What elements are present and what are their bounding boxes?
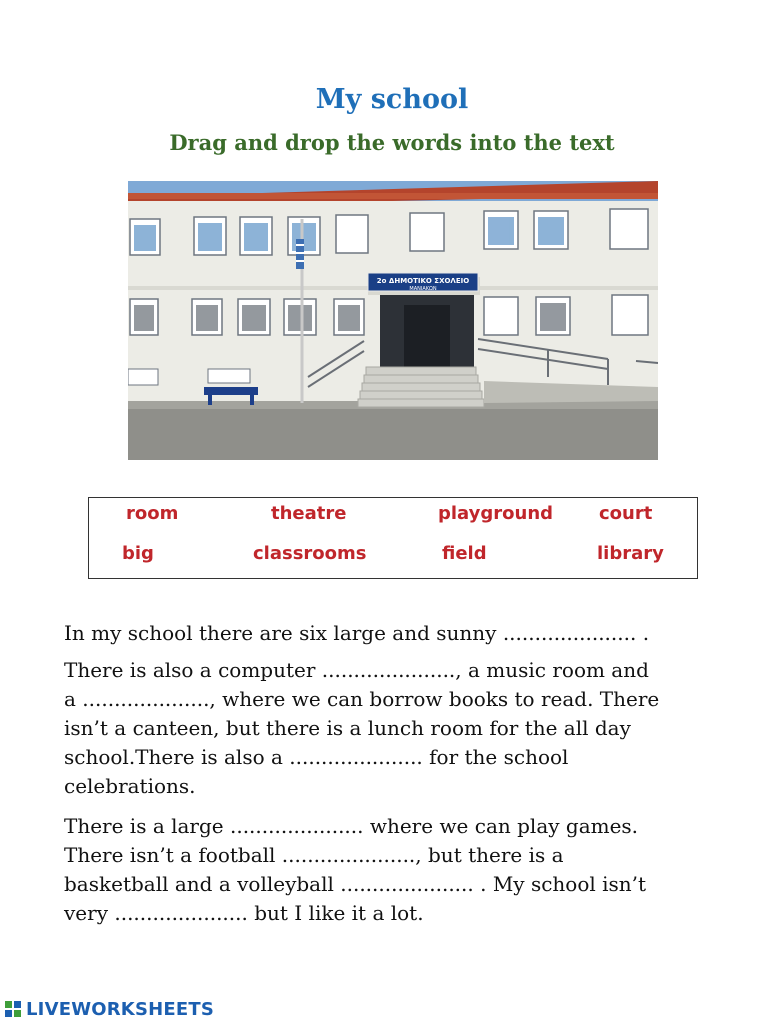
word-theatre[interactable]: theatre [271, 503, 347, 524]
word-room[interactable]: room [126, 503, 179, 524]
word-bank [88, 497, 698, 579]
text-line: There is a large ..................... where we can play games. [64, 814, 639, 838]
liveworksheets-logo-icon [4, 1000, 22, 1018]
word-big[interactable]: big [122, 543, 154, 564]
word-field[interactable]: field [442, 543, 487, 564]
text-line: There isn’t a football ....................., but there is a [64, 843, 564, 867]
word-playground[interactable]: playground [438, 503, 554, 524]
school-photo [128, 181, 658, 460]
text-line: a ...................., where we can borrow books to read. There [64, 687, 660, 711]
footer-brand[interactable] [4, 997, 214, 1021]
brand-name: LIVEWORKSHEETS [26, 998, 215, 1020]
text-line: basketball and a volleyball ..................... . My school isn’t [64, 872, 647, 896]
sign-text: 2ο ΔΗΜΟΤΙΚΟ ΣΧΟΛΕΙΟ [376, 277, 470, 285]
text-line: isn’t a canteen, but there is a lunch room for the all day [64, 716, 631, 740]
text-line: very ..................... but I like it a lot. [64, 901, 424, 925]
paragraph-1 [64, 619, 734, 648]
word-library[interactable]: library [597, 543, 664, 564]
text-line: In my school there are six large and sunny ..................... . [64, 621, 650, 645]
text-line: celebrations. [64, 774, 196, 798]
instructions: Drag and drop the words into the text [169, 130, 615, 155]
word-court[interactable]: court [599, 503, 653, 524]
paragraph-2 [64, 656, 734, 801]
text-line: school.There is also a ..................... for the school [64, 745, 569, 769]
text-line: There is also a computer ....................., a music room and [64, 658, 649, 682]
page-title: My school [315, 84, 469, 115]
paragraph-3 [64, 812, 734, 928]
word-classrooms[interactable]: classrooms [253, 543, 367, 564]
sign-subtext: ΜΑΝΙΑΚΩΝ [409, 286, 437, 292]
